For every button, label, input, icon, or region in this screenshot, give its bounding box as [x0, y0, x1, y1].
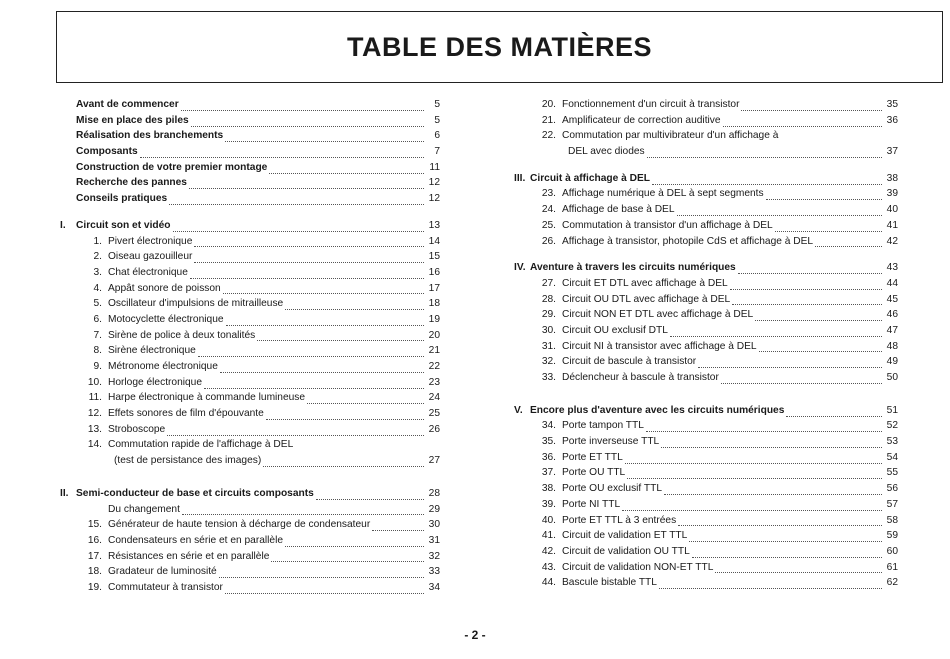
section-heading	[60, 486, 440, 502]
entry-text: Porte ET TTL à 3 entrées	[562, 514, 677, 526]
entry-page: 62	[886, 577, 898, 589]
entry-text: Métronome électronique	[108, 361, 218, 372]
leader-dots	[266, 410, 424, 420]
entry-text: Circuit OU exclusif DTL	[562, 324, 668, 336]
entry-text: Stroboscope	[108, 423, 166, 435]
entry-text: Circuit de bascule à transistor	[562, 356, 697, 368]
section-numeral: II.	[60, 487, 69, 499]
entry-text: Circuit à affichage à DEL	[530, 172, 651, 184]
entry-number: 20.	[541, 99, 556, 110]
entry-number: 21.	[541, 114, 556, 126]
entry-page: 13	[428, 219, 440, 231]
entry-number: 31.	[541, 340, 556, 352]
entry-page: 27	[428, 455, 440, 467]
entry-number: 5.	[93, 298, 102, 310]
entry-page: 45	[886, 293, 898, 305]
section-III	[514, 171, 898, 187]
toc-entry	[60, 359, 440, 375]
entry-page: 52	[886, 420, 898, 432]
entry-page: 41	[886, 219, 898, 231]
leader-dots	[140, 148, 424, 158]
entry-text: Circuit NON ET DTL avec affichage à DEL	[562, 309, 754, 321]
leader-dots	[646, 422, 882, 432]
entry-number: 24.	[541, 204, 556, 216]
toc-entry	[60, 97, 440, 113]
leader-dots	[225, 132, 424, 142]
entry-page: 37	[886, 146, 898, 158]
section-numeral: III.	[514, 172, 526, 184]
leader-dots	[661, 438, 882, 448]
entry-text: Semi-conducteur de base et circuits composants	[76, 487, 314, 499]
right-top-items	[514, 97, 898, 128]
leader-dots	[766, 190, 882, 200]
toc-entry	[514, 276, 898, 292]
toc-entry	[514, 513, 898, 529]
leader-dots	[173, 222, 424, 232]
entry-page: 56	[886, 483, 898, 495]
entry-text: Circuit ET DTL avec affichage à DEL	[562, 277, 728, 289]
toc-entry	[514, 292, 898, 308]
toc-entry	[60, 564, 440, 580]
entry-page: 18	[428, 298, 440, 310]
toc-entry	[514, 186, 898, 202]
entry-number: 33.	[541, 372, 556, 383]
leader-dots	[759, 342, 882, 352]
leader-dots	[194, 253, 424, 263]
section-III-items	[514, 186, 898, 249]
entry-text: Harpe électronique à commande lumineuse	[108, 392, 306, 404]
section-numeral: V.	[514, 404, 523, 416]
toc-entry-22	[514, 128, 898, 144]
entry-text-cont: (test de persistance des images)	[114, 455, 262, 467]
leader-dots	[372, 521, 424, 531]
leader-dots	[194, 237, 424, 247]
entry-text: Affichage à transistor, photopile CdS et affichage à DEL	[562, 235, 814, 247]
leader-dots	[257, 331, 424, 341]
entry-text: Générateur de haute tension à décharge de condensateur	[108, 519, 371, 531]
entry-number: 17.	[87, 550, 102, 562]
leader-dots	[189, 179, 424, 189]
entry-text: Motocyclette électronique	[108, 313, 224, 325]
intro-list	[60, 97, 440, 207]
entry-text: Du changement	[108, 503, 180, 515]
entry-text: Effets sonores de film d'épouvante	[108, 408, 264, 420]
entry-page: 43	[886, 262, 898, 274]
entry-text: Condensateurs en série et en parallèle	[108, 534, 283, 546]
entry-number: 42.	[541, 545, 556, 557]
toc-entry	[60, 113, 440, 129]
leader-dots	[692, 548, 882, 558]
leader-dots	[220, 363, 424, 373]
toc-right-column	[514, 97, 898, 591]
entry-page: 24	[428, 392, 440, 404]
toc-entry	[514, 418, 898, 434]
entry-text: Porte OU TTL	[562, 467, 626, 479]
entry-number: 18.	[87, 566, 102, 578]
entry-number: 36.	[541, 451, 556, 463]
leader-dots	[285, 300, 424, 310]
entry-text: Commutation à transistor d'un affichage à DEL	[562, 219, 773, 231]
section-II-items	[60, 517, 440, 595]
entry-number: 40.	[541, 514, 556, 526]
entry-number: 32.	[541, 356, 556, 368]
entry-text: Circuit de validation NON-ET TTL	[562, 561, 714, 573]
entry-text: Porte OU exclusif TTL	[562, 483, 663, 495]
entry-number: 27.	[541, 277, 556, 289]
entry-page: 25	[428, 408, 440, 420]
entry-number: 7.	[93, 329, 102, 341]
entry-text: Fonctionnement d'un circuit à transistor	[562, 99, 740, 110]
entry-number: 26.	[541, 235, 556, 247]
toc-entry	[60, 160, 440, 176]
leader-dots	[225, 584, 424, 594]
entry-page: 15	[428, 251, 440, 263]
leader-dots	[198, 347, 424, 357]
entry-page: 29	[428, 503, 440, 515]
entry-page: 39	[886, 188, 898, 200]
leader-dots	[698, 358, 882, 368]
entry-text: Sirène de police à deux tonalités	[108, 329, 256, 341]
entry-text: Porte NI TTL	[562, 498, 621, 510]
entry-page: 54	[886, 451, 898, 463]
entry-number: 38.	[541, 483, 556, 495]
toc-entry	[514, 481, 898, 497]
leader-dots	[263, 457, 424, 467]
toc-entry	[60, 390, 440, 406]
entry-page: 34	[428, 581, 440, 593]
toc-entry	[514, 113, 898, 129]
entry-text: Commutation rapide de l'affichage à DEL	[108, 439, 294, 451]
leader-dots	[652, 175, 882, 185]
section-I	[60, 218, 440, 234]
toc-entry	[60, 144, 440, 160]
entry-text: Commutateur à transistor	[108, 581, 223, 593]
entry-page: 28	[428, 487, 440, 499]
toc-entry	[60, 422, 440, 438]
entry-number: 34.	[541, 420, 556, 432]
entry-text: Mise en place des piles	[76, 114, 189, 126]
entry-page: 42	[886, 235, 898, 247]
toc-entry	[60, 249, 440, 265]
leader-dots	[622, 501, 882, 511]
entry-page: 60	[886, 545, 898, 557]
toc-entry	[514, 497, 898, 513]
entry-number: 13.	[87, 423, 102, 435]
entry-text: Chat électronique	[108, 266, 188, 278]
entry-page: 55	[886, 467, 898, 479]
entry-number: 43.	[541, 561, 556, 573]
entry-number: 12.	[87, 408, 102, 420]
entry-number: 41.	[541, 530, 556, 542]
entry-page: 23	[428, 376, 440, 388]
entry-number: 44.	[541, 577, 556, 589]
toc-entry-14-cont	[60, 453, 440, 469]
toc-entry	[514, 528, 898, 544]
entry-text: Amplificateur de correction auditive	[562, 114, 721, 126]
entry-text: Circuit de validation ET TTL	[562, 530, 688, 542]
toc-entry	[60, 265, 440, 281]
entry-page: 22	[428, 361, 440, 372]
entry-text: Appât sonore de poisson	[108, 282, 221, 294]
toc-entry	[60, 580, 440, 596]
entry-text: Porte inverseuse TTL	[562, 436, 660, 448]
entry-page: 11	[429, 161, 440, 173]
entry-page: 17	[428, 282, 440, 294]
section-heading	[514, 171, 898, 187]
entry-number: 14.	[87, 439, 102, 451]
leader-dots	[775, 222, 882, 232]
toc-entry-22-cont	[514, 144, 898, 160]
toc-entry	[60, 296, 440, 312]
leader-dots	[647, 148, 882, 158]
leader-dots	[190, 269, 424, 279]
entry-number: 15.	[87, 519, 102, 531]
entry-page: 40	[886, 204, 898, 216]
entry-number: 9.	[93, 361, 102, 372]
entry-text: Horloge électronique	[108, 376, 203, 388]
entry-number: 19.	[87, 581, 102, 593]
entry-text: Construction de votre premier montage	[76, 161, 268, 173]
leader-dots	[689, 532, 882, 542]
toc-entry	[514, 370, 898, 386]
toc-entry	[60, 234, 440, 250]
entry-page: 21	[428, 345, 440, 357]
entry-page: 30	[428, 519, 440, 531]
leader-dots	[182, 505, 424, 515]
toc-left-column	[60, 97, 440, 596]
entry-text: Circuit NI à transistor avec affichage à DEL	[562, 340, 757, 352]
section-V-items	[514, 418, 898, 591]
entry-text: Affichage numérique à DEL à sept segments	[562, 188, 764, 200]
toc-entry	[514, 97, 898, 113]
leader-dots	[316, 490, 424, 500]
toc-entry	[514, 354, 898, 370]
entry-page: 12	[428, 193, 440, 205]
entry-number: 4.	[93, 282, 102, 294]
entry-text: Commutation par multivibrateur d'un affichage à	[562, 130, 779, 142]
leader-dots	[738, 264, 882, 274]
entry-text: Affichage de base à DEL	[562, 204, 675, 216]
entry-page: 49	[886, 356, 898, 368]
entry-page: 35	[886, 99, 898, 110]
entry-page: 19	[428, 313, 440, 325]
section-numeral: I.	[60, 219, 66, 231]
leader-dots	[271, 552, 424, 562]
toc-entry	[60, 312, 440, 328]
leader-dots	[677, 206, 882, 216]
leader-dots	[226, 316, 424, 326]
leader-dots	[721, 374, 882, 384]
leader-dots	[815, 237, 882, 247]
entry-text: Oiseau gazouilleur	[108, 251, 193, 263]
entry-number: 29.	[541, 309, 556, 321]
entry-page: 7	[434, 146, 440, 158]
entry-text: Circuit de validation OU TTL	[562, 545, 690, 557]
entry-text: Gradateur de luminosité	[108, 566, 217, 578]
entry-page: 57	[886, 498, 898, 510]
toc-entry	[514, 434, 898, 450]
entry-page: 38	[886, 172, 898, 184]
leader-dots	[723, 117, 882, 127]
leader-dots	[307, 394, 424, 404]
entry-number: 35.	[541, 436, 556, 448]
entry-text: Composants	[76, 146, 138, 158]
entry-number: 1.	[93, 235, 102, 247]
entry-text: Porte tampon TTL	[562, 420, 644, 432]
toc-entry	[514, 218, 898, 234]
toc-entry	[60, 281, 440, 297]
entry-number: 28.	[541, 293, 556, 305]
leader-dots	[715, 563, 882, 573]
page-number: - 2 -	[464, 628, 486, 642]
section-heading	[514, 260, 898, 276]
leader-dots	[627, 469, 882, 479]
leader-dots	[670, 327, 882, 337]
leader-dots	[659, 579, 882, 589]
title-box	[56, 11, 943, 83]
entry-page: 36	[886, 114, 898, 126]
toc-entry-14	[60, 437, 440, 453]
entry-number: 16.	[87, 534, 102, 546]
entry-page: 50	[886, 372, 898, 383]
entry-text-cont: DEL avec diodes	[568, 146, 645, 158]
entry-number: 25.	[541, 219, 556, 231]
entry-page: 51	[886, 404, 898, 416]
leader-dots	[664, 485, 882, 495]
toc-entry	[60, 375, 440, 391]
entry-page: 44	[886, 277, 898, 289]
toc-entry	[514, 575, 898, 591]
toc-entry	[60, 406, 440, 422]
entry-number: 30.	[541, 324, 556, 336]
toc-entry	[514, 202, 898, 218]
leader-dots	[678, 516, 882, 526]
entry-text: Aventure à travers les circuits numériques	[530, 262, 736, 274]
entry-number: 11.	[88, 392, 102, 404]
toc-entry	[514, 323, 898, 339]
leader-dots	[730, 280, 882, 290]
entry-page: 46	[886, 309, 898, 321]
entry-page: 53	[886, 436, 898, 448]
toc-entry	[514, 560, 898, 576]
leader-dots	[181, 101, 424, 111]
entry-number: 2.	[93, 251, 102, 263]
entry-text: Résistances en série et en parallèle	[108, 550, 270, 562]
entry-page: 5	[434, 114, 440, 126]
entry-number: 6.	[93, 313, 102, 325]
toc-entry	[60, 191, 440, 207]
toc-entry	[60, 517, 440, 533]
leader-dots	[167, 426, 424, 436]
entry-page: 5	[434, 99, 440, 110]
toc-entry	[514, 339, 898, 355]
section-numeral: IV.	[514, 262, 526, 274]
entry-text: Porte ET TTL	[562, 451, 623, 463]
toc-entry	[60, 533, 440, 549]
toc-entry-du-changement	[60, 502, 440, 518]
entry-page: 59	[886, 530, 898, 542]
entry-page: 33	[428, 566, 440, 578]
leader-dots	[191, 117, 424, 127]
entry-page: 12	[428, 177, 440, 189]
entry-number: 10.	[87, 376, 102, 388]
section-IV-items	[514, 276, 898, 386]
leader-dots	[285, 537, 424, 547]
section-heading	[514, 403, 898, 419]
entry-page: 26	[428, 423, 440, 435]
entry-text: Circuit OU DTL avec affichage à DEL	[562, 293, 731, 305]
section-heading	[60, 218, 440, 234]
entry-number: 37.	[541, 467, 556, 479]
entry-number: 22.	[541, 130, 556, 142]
leader-dots	[786, 407, 882, 417]
entry-page: 16	[428, 266, 440, 278]
entry-text: Déclencheur à bascule à transistor	[562, 372, 719, 383]
toc-entry	[60, 549, 440, 565]
section-IV	[514, 260, 898, 276]
entry-text: Oscillateur d'impulsions de mitrailleuse	[108, 298, 284, 310]
leader-dots	[732, 295, 882, 305]
leader-dots	[741, 101, 882, 111]
entry-text: Sirène électronique	[108, 345, 196, 357]
toc-entry	[60, 328, 440, 344]
entry-page: 61	[886, 561, 898, 573]
entry-text: Encore plus d'aventure avec les circuits numériques	[530, 404, 785, 416]
entry-page: 48	[886, 340, 898, 352]
toc-entry	[514, 234, 898, 250]
entry-page: 31	[428, 534, 440, 546]
section-I-items	[60, 234, 440, 438]
leader-dots	[269, 164, 424, 174]
entry-number: 39.	[541, 498, 556, 510]
entry-text: Avant de commencer	[76, 99, 179, 110]
leader-dots	[223, 284, 424, 294]
entry-number: 23.	[541, 188, 556, 200]
entry-text: Conseils pratiques	[76, 193, 168, 205]
entry-text: Recherche des pannes	[76, 177, 187, 189]
leader-dots	[755, 311, 882, 321]
toc-entry	[514, 465, 898, 481]
section-V	[514, 403, 898, 419]
entry-text: Circuit son et vidéo	[76, 219, 171, 231]
section-II	[60, 486, 440, 502]
entry-page: 47	[886, 324, 898, 336]
entry-page: 58	[886, 514, 898, 526]
entry-page: 14	[428, 235, 440, 247]
toc-entry	[60, 175, 440, 191]
leader-dots	[204, 379, 424, 389]
entry-page: 6	[434, 130, 440, 142]
entry-number: 8.	[93, 345, 102, 357]
entry-text: Pivert électronique	[108, 235, 193, 247]
leader-dots	[219, 568, 424, 578]
entry-number: 3.	[93, 266, 102, 278]
leader-dots	[169, 195, 424, 205]
entry-text: Réalisation des branchements	[76, 130, 224, 142]
toc-entry	[60, 128, 440, 144]
toc-entry	[60, 343, 440, 359]
toc-entry	[514, 450, 898, 466]
toc-entry	[514, 307, 898, 323]
toc-entry	[514, 544, 898, 560]
entry-page: 20	[428, 329, 440, 341]
page-title: TABLE DES MATIÈRES	[346, 31, 652, 62]
entry-text: Bascule bistable TTL	[562, 577, 657, 589]
leader-dots	[625, 454, 882, 464]
entry-page: 32	[428, 550, 440, 562]
